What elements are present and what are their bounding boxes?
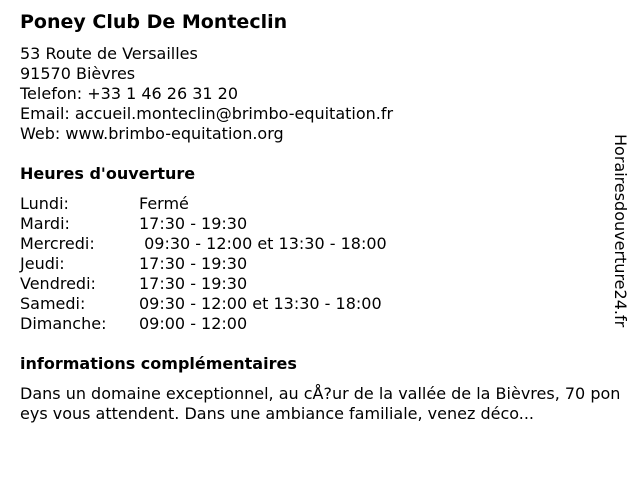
- phone-line[interactable]: Telefon: +33 1 46 26 31 20: [20, 84, 239, 103]
- contact-block: [20, 44, 393, 144]
- time-value: 17:30 - 19:30: [139, 214, 248, 233]
- address-city: 91570 Bièvres: [20, 64, 136, 83]
- hours-row-monday: [20, 194, 387, 214]
- hours-row-saturday: [20, 294, 387, 314]
- site-watermark: Horairesdouverture24.fr: [611, 134, 630, 328]
- day-label: Jeudi:: [20, 254, 65, 273]
- hours-row-wednesday: [20, 234, 387, 254]
- info-description: Dans un domaine exceptionnel, au cÅ?ur de la vallée de la Bièvres, 70 poneys vous attendent. Dans une ambiance familiale, venez déco...: [20, 384, 621, 423]
- email-line[interactable]: Email: accueil.monteclin@brimbo-equitation.fr: [20, 104, 394, 123]
- web-line[interactable]: Web: www.brimbo-equitation.org: [20, 124, 284, 143]
- day-label: Mardi:: [20, 214, 70, 233]
- day-label: Vendredi:: [20, 274, 96, 293]
- time-value: 17:30 - 19:30: [139, 254, 248, 273]
- hours-row-friday: [20, 274, 387, 294]
- day-label: Dimanche:: [20, 314, 107, 333]
- time-value: 17:30 - 19:30: [139, 274, 248, 293]
- time-value: 09:00 - 12:00: [139, 314, 248, 333]
- hours-heading: Heures d'ouverture: [20, 164, 196, 183]
- opening-hours-table: [20, 194, 387, 334]
- hours-row-thursday: [20, 254, 387, 274]
- day-label: Samedi:: [20, 294, 86, 313]
- time-value: Fermé: [139, 194, 189, 213]
- address-street: 53 Route de Versailles: [20, 44, 198, 63]
- hours-row-tuesday: [20, 214, 387, 234]
- business-name: Poney Club De Monteclin: [20, 11, 288, 33]
- day-label: Mercredi:: [20, 234, 95, 253]
- day-label: Lundi:: [20, 194, 69, 213]
- time-value: 09:30 - 12:00 et 13:30 - 18:00: [139, 294, 382, 313]
- hours-row-sunday: [20, 314, 387, 334]
- time-value: 09:30 - 12:00 et 13:30 - 18:00: [139, 234, 387, 253]
- info-heading: informations complémentaires: [20, 354, 297, 373]
